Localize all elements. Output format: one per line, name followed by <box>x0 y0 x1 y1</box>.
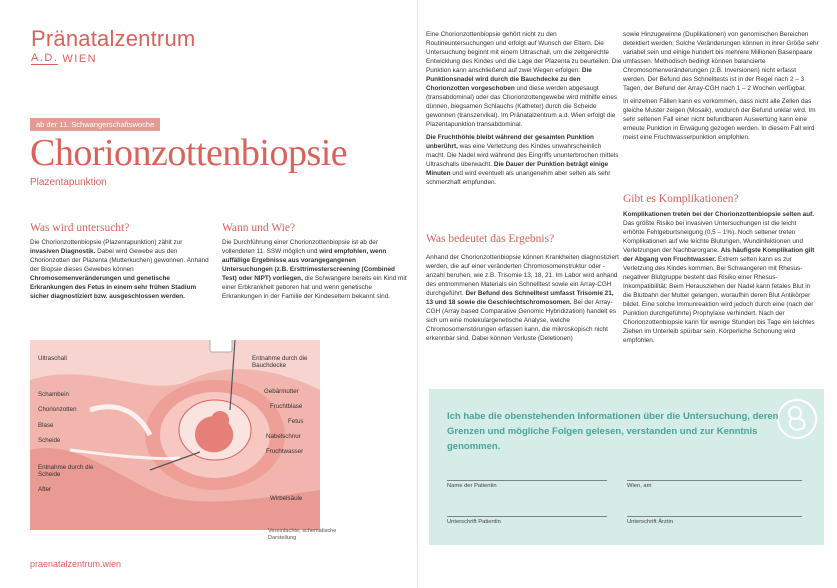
text-run: Die Chorionzottenbiopsie (Plazentapunktion) zählt zur <box>30 239 183 246</box>
logo-wien: WIEN <box>62 52 98 65</box>
logo-subtitle <box>31 52 195 65</box>
procedure-paragraph-1 <box>426 30 622 129</box>
label-chorionzotten: Chorionzotten <box>38 406 77 413</box>
anatomy-diagram <box>30 340 320 530</box>
right-page <box>418 0 837 588</box>
section-what <box>30 222 212 301</box>
date-field-line[interactable] <box>627 480 802 481</box>
label-nabelschnur: Nabelschnur <box>266 433 301 440</box>
text-run-bold: Die Punktionsnadel wird durch die Bauchdecke zu den Chorionzotten vorgeschoben <box>426 67 592 92</box>
diagram-note: Vereinfachte, schematische Darstellung <box>268 528 337 541</box>
logo-ad: A.D. <box>31 52 59 64</box>
text-run: Das größte Risiko bei invasiven Untersuchungen ist die leicht erhöhte Fehlgeburtsneigung (0,5 – 1%). Noch seltener treten Komplikationen auf wie leichte Blutungen, Wundinfektionen und Verletzungen der Nachbarorgane. <box>623 220 804 254</box>
text-run: Die Durchführung einer Chorionzottenbiopsie ist ab der vollendeten 11. SSW möglich und <box>222 239 378 255</box>
page-subtitle: Plazentapunktion <box>30 177 107 188</box>
label-gebaermutter: Gebärmutter <box>264 388 299 395</box>
section-what-text <box>30 238 212 301</box>
section-result-text <box>426 253 622 343</box>
section-complications-heading: Gibt es Komplikationen? <box>623 193 739 205</box>
text-run-bold: invasiven Diagnostik. <box>30 248 96 255</box>
procedure-paragraph-2 <box>426 133 622 187</box>
text-run: die Schwangere bereits ein Kind mit einer Erbkrankheit geboren hat und wenn genetische Erkrankungen in der Familie der Kindeseltern bekannt sind. <box>222 275 407 300</box>
text-run-bold: Die Fruchthöhle bleibt während der gesamten Punktion unberührt, <box>426 134 594 150</box>
result-continued-paragraph-2: In einzelnen Fällen kann es vorkommen, dass nicht alle Zellen das gleiche Muster zeigen (Mosaik), wodurch der Befund unklar wird. Im sehr seltenen Fall einer nicht befundbaren Auswertung kann eine erneute Punktion in Erwägung gezogen werden. In diesem Fall wird meist eine Fruchtwasserpunktion empfohlen. <box>623 98 816 141</box>
logo-title: Pränatalzentrum <box>31 26 196 51</box>
week-badge: ab der 11. Schwangerschaftswoche <box>30 118 160 131</box>
date-field-label: Wien, am <box>627 483 652 489</box>
name-field-line[interactable] <box>447 480 607 481</box>
label-scheide: Scheide <box>38 437 61 444</box>
section-result <box>426 253 622 343</box>
section-result-heading: Was bedeutet das Ergebnis? <box>426 233 555 245</box>
label-ultraschall: Ultraschall <box>38 355 67 362</box>
label-blase: Blase <box>38 422 54 429</box>
text-run-bold: Chromosomenveränderungen und genetische Erkrankungen des Fetus in einem sehr frühen Stadium sicher diagnostiziert bzw. ausgeschlossen werden. <box>30 275 197 300</box>
patient-signature-line[interactable] <box>447 516 607 517</box>
section-what-heading: Was wird untersucht? <box>30 222 130 234</box>
consent-statement: Ich habe die obenstehenden Informationen über die Untersuchung, deren Grenzen und mögliche Folgen gelesen, verstanden und zur Kenntnis genommen. <box>447 411 779 452</box>
doctor-signature-label: Unterschrift Ärztin <box>627 519 674 525</box>
left-page <box>0 0 418 588</box>
patient-signature-label: Unterschrift Patientin <box>447 519 501 525</box>
text-run: Bei der Array-CGH (Array based Comparative Genomic Hybridization) handelt es sich um eine molekulargenetische Analyse, welche Chromosomenstörungen erfassen kann, die mikroskopisch nicht erkennbar sind. Dabei können Verluste (Deletionen) <box>426 299 617 342</box>
section-complications-text <box>623 210 819 345</box>
procedure-text <box>426 30 622 187</box>
label-entnahme-bauchdecke: Entnahme durch die Bauchdecke <box>252 355 308 369</box>
text-run-bold: Komplikationen treten bei der Chorionzottenbiopsie selten auf. <box>623 211 815 218</box>
section-when-heading: Wann und Wie? <box>222 222 296 234</box>
text-run: Extrem selten kann es zur Verletzung des Kindes kommen. Bei Schwangeren mit Rhesus-negativer Blutgruppe besteht das Risiko einer Rhesus-Inkompatibilität: Beim Herausziehen der Nadel kann fetales Blut in die Blutbahn der Mutter gelangen, woraufhin deren Blut Antikörper bildet. Eine solche Immunreaktion wird jedoch durch eine (nach der Punktion durchgeführte) Prophylaxe verhindert. Nach der Chorionzottenbiopsie kann für wenige Stunden bis Tage ein leichtes Ziehen im Unterleib spürbar sein. Körperliche Schonung wird empfohlen. <box>623 256 815 344</box>
logo <box>31 27 195 65</box>
section-when <box>222 222 408 301</box>
section-complications <box>623 210 819 345</box>
label-fruchtwasser: Fruchtwasser <box>266 448 304 455</box>
page-title: Chorionzottenbiopsie <box>30 132 348 174</box>
label-fetus: Fetus <box>288 418 304 425</box>
name-field-label: Name der Patientin <box>447 483 497 489</box>
text-run: Eine Chorionzottenbiopsie gehört nicht zu den Routineuntersuchungen und erfolgt auf Wunsch der Eltern. Die Untersuchung beginnt mit einem Ultraschall, um die zeitgerechte Entwicklung des Kindes und die Lage der Plazenta zu beurteilen. Die Punktion kann anschließend auf zwei Wegen erfolgen: <box>426 31 622 74</box>
result-continued <box>623 30 819 142</box>
doctor-signature-line[interactable] <box>627 516 802 517</box>
label-wirbelsaeule: Wirbelsäule <box>270 495 303 502</box>
section-when-text <box>222 238 408 301</box>
website-link[interactable]: praenatalzentrum.wien <box>30 559 122 569</box>
text-run: und wird eventuell als unangenehm aber selten als sehr schmerzhaft empfunden. <box>426 170 611 186</box>
label-after: After <box>38 486 52 493</box>
label-entnahme-scheide: Entnahme durch die Scheide <box>38 464 94 478</box>
result-continued-paragraph-1: sowie Hinzugewinne (Duplikationen) von genomischen Bereichen detektiert werden. Solche Veränderungen können in ihrer Größe sehr variabel sein und einige hundert bis mehrere Millionen Basenpaare umfassen. Methodisch bedingt können balancierte Chromosomenveränderungen (z.B. Inversionen) nicht erfasst werden. Der Befund des Schnelltests ist in der Regel nach 2 – 3 Tagen, der Befund der Array-CGH nach 1 – 2 Wochen verfügbar. <box>623 31 819 92</box>
text-run: Anhand der Chorionzottenbiopsie können Krankheiten diagnostiziert werden, die auf einer veränderten Chromosomenstruktur oder -anzahl beruhen, wie z.B. Trisomie 13, 18, 21. Im Labor wird anhand des entnommenen Materials ein Schnelltest sowie ein Array-CGH durchgeführt. <box>426 254 619 297</box>
text-run-bold: wird empfohlen, wenn auffällige Ergebnisse aus vorangegangenen Untersuchungen (z.B. Ersttrimesterscreening (Combined Test) oder NIPT) vorliegen, <box>222 248 395 282</box>
text-run-bold: Die Dauer der Punktion beträgt einige Minuten <box>426 161 609 177</box>
text-run-bold: Als häufigste Komplikation gilt der Abgang von Fruchtwasser. <box>623 247 815 263</box>
text-run: und diese werden abgesaugt (transabdominal) oder das Chorionzottengewebe wird mithilfe eines dünnen, biegsamen Schlauchs (Katheter) durch die Scheide gewonnen (transzervikal). Im Pränatalzentrum a.d. Wien erfolgt die Plazentapunktion transabdominal. <box>426 85 618 128</box>
consent-box <box>429 389 824 545</box>
label-fruchtblase: Fruchtblase <box>270 403 303 410</box>
text-run: was eine Verletzung des Kindes unwahrscheinlich macht. Die Nadel wird während des Eingriffs ununterbrochen mittels Ultraschalls überwacht. <box>426 143 619 168</box>
text-run-bold: Der Befund des Schnelltest umfasst Trisomie 21, 13 und 18 sowie die Geschlechtschromosomen. <box>426 290 614 306</box>
label-schambein: Schambein <box>38 391 69 398</box>
text-run: Dabei wird Gewebe aus den Chorionzotten der Plazenta (Mutterkuchen) gewonnen. Anhand der Biopsie dieses Gewebes können <box>30 248 209 273</box>
